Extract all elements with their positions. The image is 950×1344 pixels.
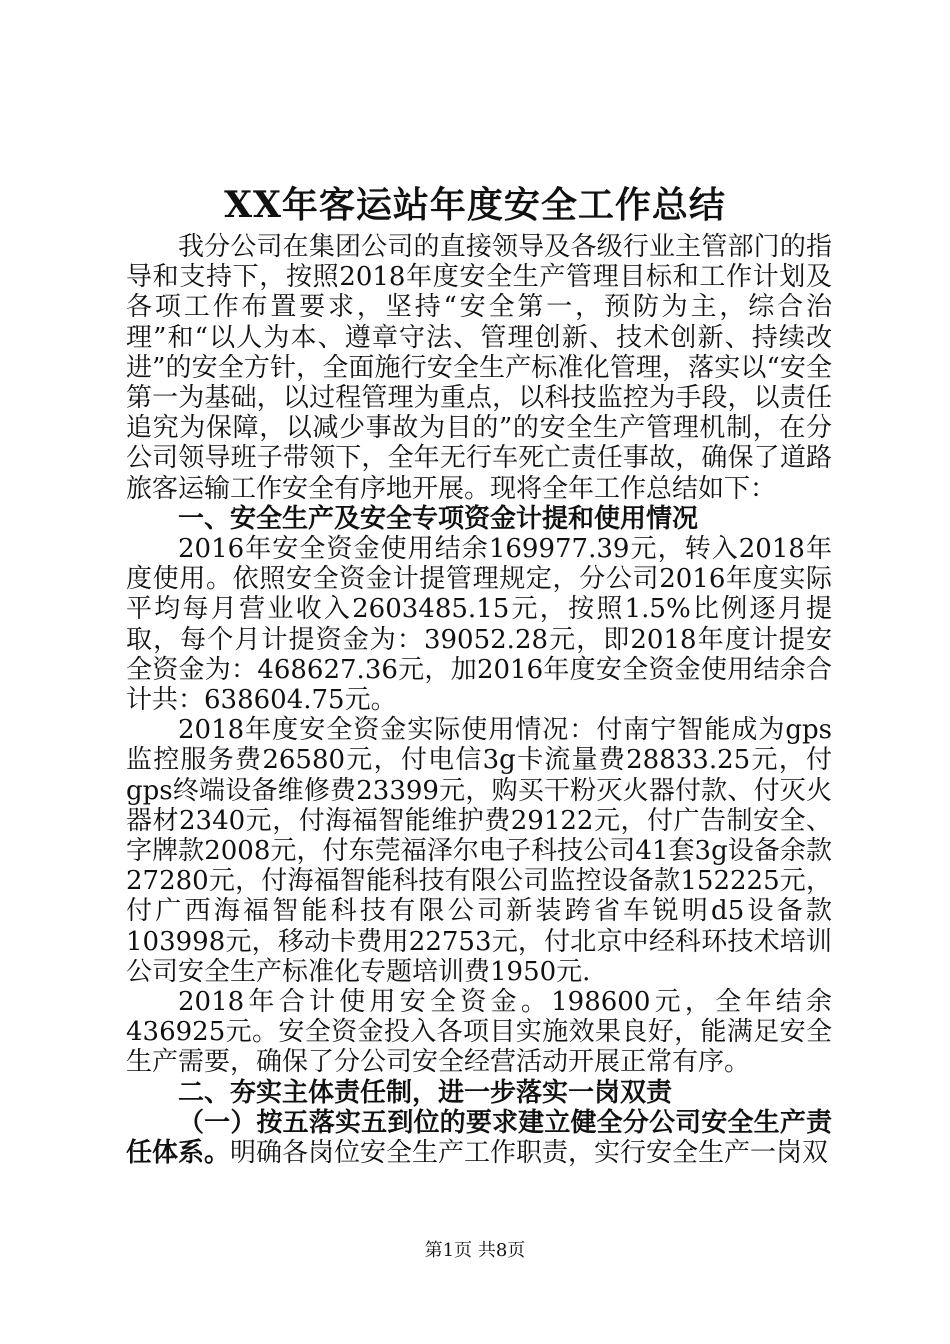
section-heading-2: 二、夯实主体责任制，进一步落实一岗双责 xyxy=(178,1077,673,1108)
subsection-lead: （一）按五落实五到位的要求建立健全分公司安全生产责任体系。 xyxy=(126,1107,832,1169)
funds-summary-paragraph: 2018年合计使用安全资金。198600元，全年结余436925元。安全资金投入各项目实施效果良好，能满足安全生产需要，确保了分公司安全经营活动开展正常有序。 xyxy=(126,987,832,1078)
responsibility-paragraph xyxy=(126,1108,832,1168)
funds-usage-paragraph: 2018年度安全资金实际使用情况：付南宁智能成为gps监控服务费26580元，付电信3g卡流量费28833.25元，付gps终端设备维修费23399元，购买干粉灭火器付款、付灭火器材2340元，付海福智能维护费29122元，付广告制安全、字牌款2008元，付东莞福泽尔电子科技公司41套3g设备余款27280元，付海福智能科技有限公司监控设备款152225元，付广西海福智能科技有限公司新装跨省车锐明d5设备款103998元，移动卡费用22753元，付北京中经科环技术培训公司安全生产标准化专题培训费1950元. xyxy=(126,715,832,987)
funds-paragraph: 2016年安全资金使用结余169977.39元，转入2018年度使用。依照安全资金计提管理规定，分公司2016年度实际平均每月营业收入2603485.15元，按照1.5%比例逐月提取，每个月计提资金为：39052.28元，即2018年度计提安全资金为：468627.36元，加2016年度安全资金使用结余合计共：638604.75元。 xyxy=(126,534,832,716)
document-body xyxy=(126,232,832,1168)
document-title: XX年客运站年度安全工作总结 xyxy=(224,184,726,226)
subsection-text: 明确各岗位安全生产工作职责，实行安全生产一岗双 xyxy=(230,1138,829,1169)
page-footer: 第1页 共8页 xyxy=(424,1240,526,1261)
intro-paragraph: 我分公司在集团公司的直接领导及各级行业主管部门的指导和支持下，按照2018年度安全生产管理目标和工作计划及各项工作布置要求，坚持“安全第一，预防为主，综合治理”和“以人为本、遵章守法、管理创新、技术创新、持续改进”的安全方针，全面施行安全生产标准化管理，落实以“安全第一为基础，以过程管理为重点，以科技监控为手段，以责任追究为保障，以减少事故为目的”的安全生产管理机制，在分公司领导班子带领下，全年无行车死亡责任事故，确保了道路旅客运输工作安全有序地开展。现将全年工作总结如下： xyxy=(126,232,832,504)
section-heading-1: 一、安全生产及安全专项资金计提和使用情况 xyxy=(178,503,699,534)
